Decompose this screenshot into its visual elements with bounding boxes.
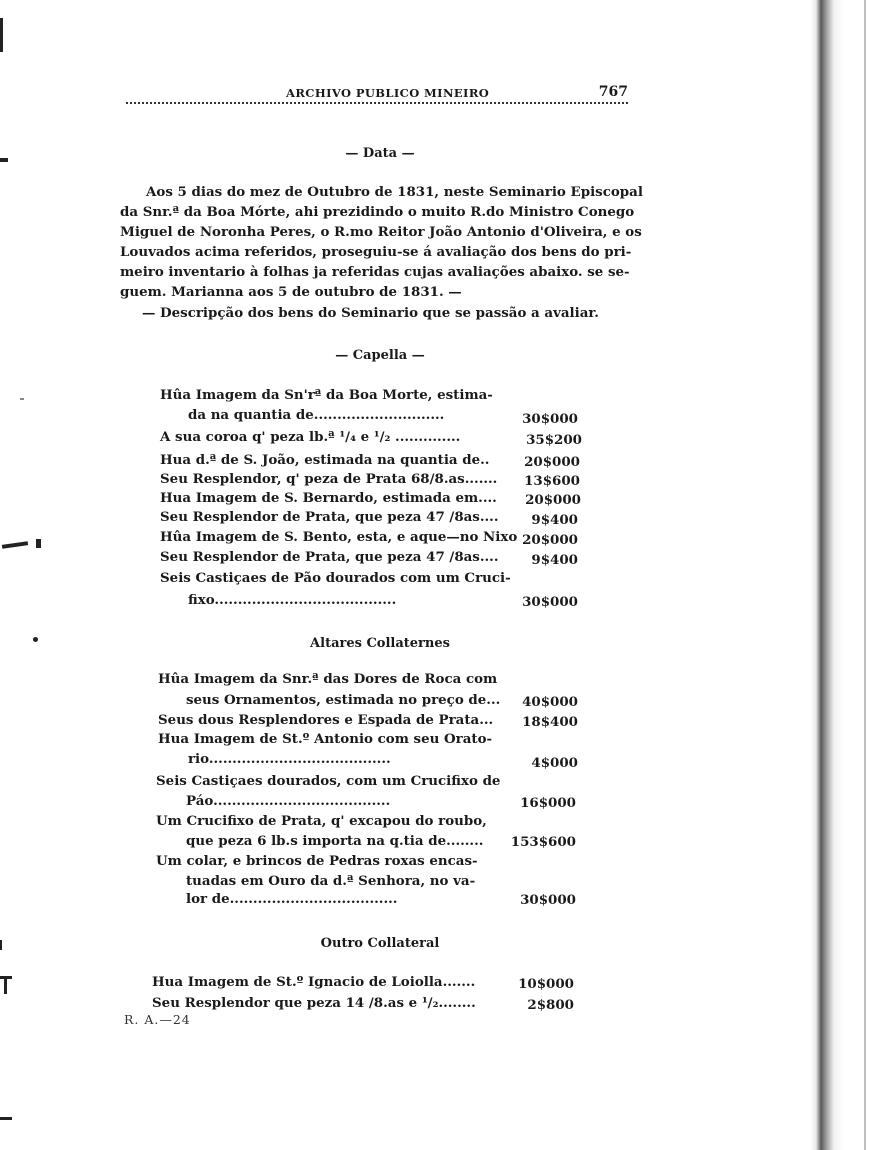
- section-title-outro: Outro Collateral: [320, 936, 440, 951]
- inventory-amount: 30$000: [520, 892, 576, 908]
- inventory-amount: 13$600: [524, 473, 580, 489]
- inventory-amount: 20$000: [522, 532, 578, 548]
- inventory-amount: 16$000: [520, 795, 576, 811]
- inventory-line: lor de....................................: [186, 891, 398, 907]
- inventory-line: Hua Imagem de St.º Antonio com seu Orato-: [158, 731, 493, 747]
- inventory-line: Seu Resplendor de Prata, que peza 47 /8as....: [160, 549, 499, 565]
- inventory-line: Hua Imagem de St.º Ignacio de Loiolla.......: [152, 974, 476, 990]
- section-title-altares: Altares Collaternes: [310, 636, 450, 651]
- inventory-line: seus Ornamentos, estimada no preço de...: [186, 692, 501, 708]
- inventory-line: Seus dous Resplendores e Espada de Prata...: [158, 712, 494, 728]
- section-title-data: — Data —: [345, 146, 415, 161]
- inventory-amount: 9$400: [531, 512, 578, 528]
- signature-mark: R. A.—24: [124, 1012, 191, 1027]
- inventory-line: Páo......................................: [186, 793, 391, 809]
- inventory-amount: 20$000: [525, 492, 581, 508]
- inventory-line: que peza 6 lb.s importa na q.tia de........: [186, 833, 484, 849]
- scan-mark: [0, 1117, 12, 1120]
- inventory-line: Seis Castiçaes dourados, com um Crucifixo de: [156, 773, 501, 789]
- paragraph-line: meiro inventario à folhas ja referidas cujas avaliações abaixo. se se-: [120, 264, 630, 280]
- section-title-capella: — Capella —: [335, 348, 425, 363]
- inventory-line: Um Crucifixo de Prata, q' excapou do roubo,: [156, 813, 487, 829]
- paragraph-line: — Descripção dos bens do Seminario que se passão a avaliar.: [142, 305, 599, 321]
- inventory-amount: 30$000: [522, 411, 578, 427]
- scan-mark: [2, 541, 28, 549]
- inventory-line: rio.......................................: [188, 751, 391, 767]
- scan-mark: [33, 637, 38, 642]
- inventory-amount: 18$400: [522, 714, 578, 730]
- paragraph-line: Miguel de Noronha Peres, o R.mo Reitor João Antonio d'Oliveira, e os: [120, 224, 642, 240]
- page-number: 767: [598, 84, 628, 100]
- paragraph-line: guem. Marianna aos 5 de outubro de 1831. —: [120, 284, 462, 300]
- inventory-line: Seu Resplendor que peza 14 /8.as e ¹/₂........: [152, 995, 476, 1011]
- inventory-line: Um colar, e brincos de Pedras roxas encas-: [156, 853, 478, 869]
- inventory-amount: 153$600: [510, 834, 576, 850]
- scan-mark: [0, 158, 8, 162]
- scan-mark: [36, 539, 41, 548]
- scan-mark: [20, 398, 24, 400]
- inventory-line: Hûa Imagem de S. Bento, esta, e aque—no Nixo: [160, 529, 518, 545]
- inventory-line: tuadas em Ouro da d.ª Senhora, no va-: [186, 873, 476, 889]
- scan-mark: [4, 976, 7, 994]
- header-rule: [126, 102, 628, 104]
- inventory-line: Seis Castiçaes de Pão dourados com um Cruci-: [160, 570, 511, 586]
- inventory-amount: 9$400: [531, 552, 578, 568]
- inventory-amount: 30$000: [522, 594, 578, 610]
- inventory-line: fixo.......................................: [188, 592, 397, 608]
- inventory-amount: 4$000: [531, 755, 578, 771]
- inventory-line: da na quantia de............................: [188, 407, 445, 423]
- inventory-amount: 20$000: [524, 454, 580, 470]
- scan-mark: [0, 940, 2, 950]
- inventory-line: A sua coroa q' peza lb.ª ¹/₄ e ¹/₂ ..............: [160, 429, 461, 445]
- paragraph-line: da Snr.ª da Boa Mórte, ahi prezidindo o muito R.do Ministro Conego: [120, 204, 635, 220]
- inventory-amount: 10$000: [518, 976, 574, 992]
- inventory-line: Seu Resplendor de Prata, que peza 47 /8as....: [160, 509, 499, 525]
- inventory-line: Hua d.ª de S. João, estimada na quantia de..: [160, 452, 490, 468]
- paragraph-line: Louvados acima referidos, proseguiu-se á avaliação dos bens do pri-: [120, 244, 632, 260]
- inventory-line: Hua Imagem de S. Bernardo, estimada em....: [160, 490, 497, 506]
- scan-mark: [0, 18, 3, 52]
- inventory-line: Hûa Imagem da Sn'rª da Boa Morte, estima-: [160, 387, 493, 403]
- scan-page-edge: [774, 0, 892, 1150]
- inventory-line: Hûa Imagem da Snr.ª das Dores de Roca com: [158, 671, 498, 687]
- inventory-line: Seu Resplendor, q' peza de Prata 68/8.as.......: [160, 471, 498, 487]
- header-title: ARCHIVO PUBLICO MINEIRO: [286, 86, 490, 100]
- inventory-amount: 40$000: [522, 694, 578, 710]
- paragraph-line: Aos 5 dias do mez de Outubro de 1831, neste Seminario Episcopal: [146, 184, 643, 200]
- inventory-amount: 35$200: [526, 432, 582, 448]
- inventory-amount: 2$800: [527, 997, 574, 1013]
